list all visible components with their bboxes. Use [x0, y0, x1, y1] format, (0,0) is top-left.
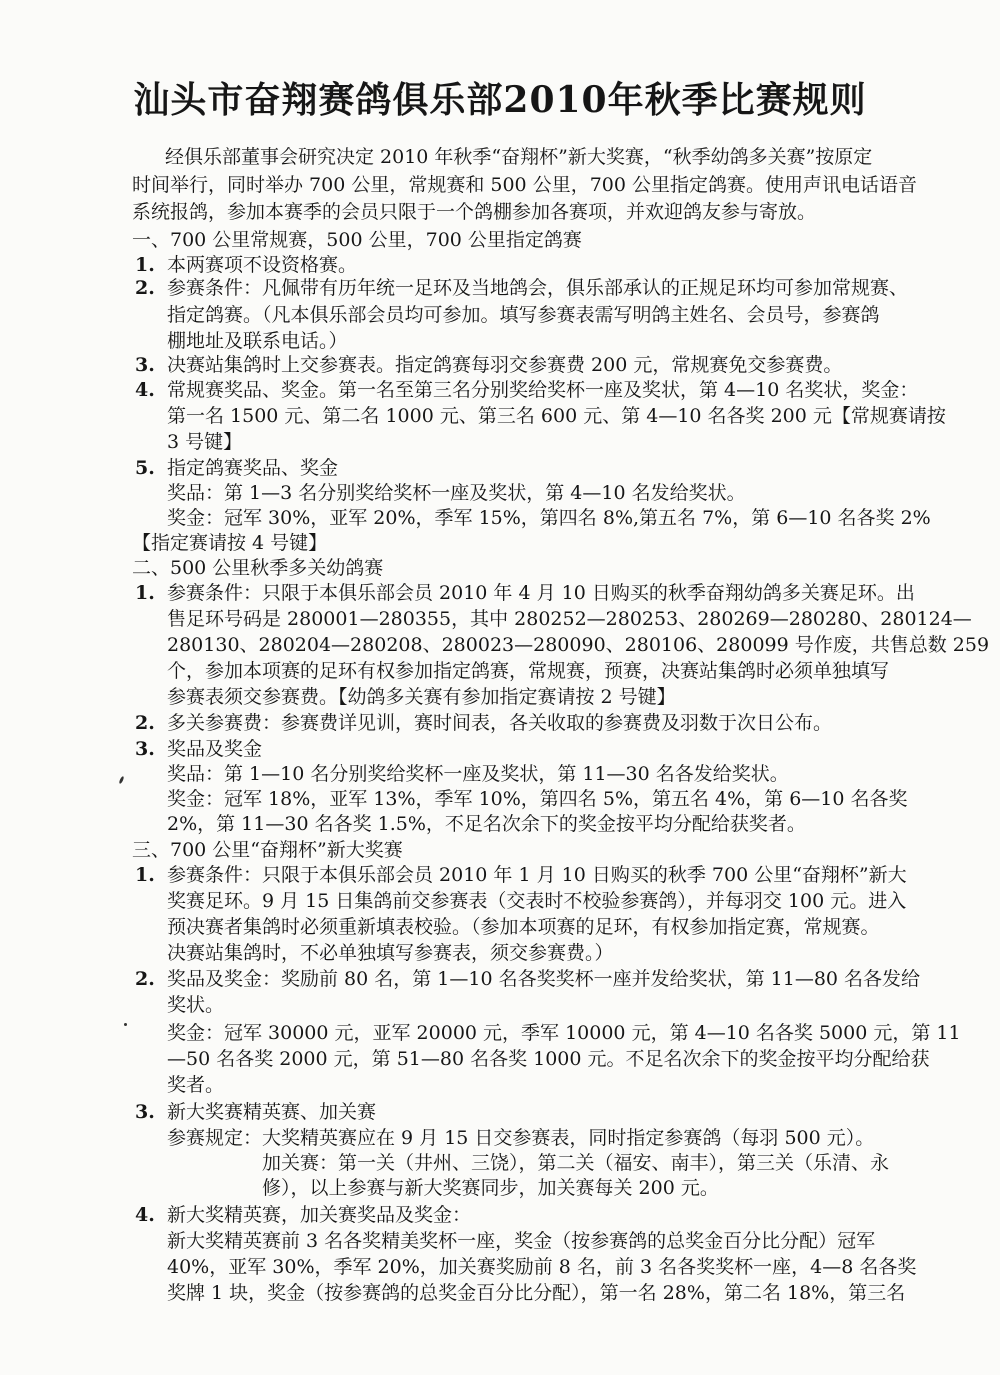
item-number: 1. — [135, 582, 155, 604]
item-line: 奖牌 1 块，奖金（按参赛鸽的总奖金百分比分配），第一名 28%，第二名 18%，第三名 — [167, 1282, 906, 1304]
item-line: 参赛表须交参赛费。【幼鸽多关赛有参加指定赛请按 2 号键】 — [167, 686, 676, 708]
item-line: 280130、280204—280208、280023—280090、280106、280099 号作废，共售总数 259 — [167, 634, 990, 656]
item-line: 新大奖精英赛，加关赛奖品及奖金： — [167, 1204, 472, 1226]
item-line: 个，参加本项赛的足环有权参加指定鸽赛，常规赛，预赛，决赛站集鸽时必须单独填写 — [167, 660, 890, 682]
item-line: 决赛站集鸽时，不必单独填写参赛表，须交参赛费。） — [167, 942, 614, 964]
item-line: 奖品：第 1—10 名分别奖给奖杯一座及奖状，第 11—30 名各发给奖状。 — [167, 763, 789, 785]
item-line: 决赛站集鸽时上交参赛表。指定鸽赛每羽交参赛费 200 元，常规赛免交参赛费。 — [167, 354, 843, 376]
item-line: 参赛规定：大奖精英赛应在 9 月 15 日交参赛表，同时指定参赛鸽（每羽 500 元）。 — [167, 1127, 875, 1149]
item-line: 2%，第 11—30 名各奖 1.5%，不足名次余下的奖金按平均分配给获奖者。 — [167, 813, 806, 835]
section-tail: 【指定赛请按 4 号键】 — [132, 532, 328, 554]
item-line: —50 名各奖 2000 元，第 51—80 名各奖 1000 元。不足名次余下的奖金按平均分配给获 — [167, 1048, 930, 1070]
item-number: 5. — [135, 457, 155, 479]
item-line: 修），以上参赛与新大奖赛同步，加关赛每关 200 元。 — [262, 1177, 719, 1199]
item-line: 指定鸽赛奖品、奖金 — [167, 457, 339, 479]
intro-line: 时间举行，同时举办 700 公里，常规赛和 500 公里，700 公里指定鸽赛。使用声讯电话语音 — [132, 174, 917, 196]
item-number: 2. — [135, 968, 155, 990]
item-line: 多关参赛费：参赛费详见训，赛时间表，各关收取的参赛费及羽数于次日公布。 — [167, 712, 833, 734]
item-line: 参赛条件：只限于本俱乐部会员 2010 年 1 月 10 日购买的秋季 700 公里“奋翔杯”新大 — [167, 864, 907, 886]
intro-line: 经俱乐部董事会研究决定 2010 年秋季“奋翔杯”新大奖赛，“秋季幼鸽多关赛”按原定 — [165, 146, 873, 168]
item-line: 参赛条件：凡佩带有历年统一足环及当地鸽会，俱乐部承认的正规足环均可参加常规赛、 — [167, 277, 909, 299]
item-number: 3. — [135, 354, 155, 376]
section-heading: 三、700 公里“奋翔杯”新大奖赛 — [132, 839, 403, 861]
item-line: 奖品：第 1—3 名分别奖给奖杯一座及奖状，第 4—10 名发给奖状。 — [167, 482, 746, 504]
item-number: 1. — [135, 864, 155, 886]
item-line: 售足环号码是 280001—280355，其中 280252—280253、280269—280280、280124— — [167, 608, 972, 630]
item-line: 奖状。 — [167, 994, 225, 1016]
item-line: 新大奖赛精英赛、加关赛 — [167, 1101, 377, 1123]
scan-speck — [124, 1023, 127, 1026]
item-line: 预决赛者集鸽时必须重新填表校验。（参加本项赛的足环，有权参加指定赛，常规赛。 — [167, 916, 880, 938]
item-line: 奖品及奖金：奖励前 80 名，第 1—10 名各奖奖杯一座并发给奖状，第 11—80 名各发给 — [167, 968, 921, 990]
item-line: 奖金：冠军 30%，亚军 20%，季军 15%，第四名 8%,第五名 7%，第 6—10 名各奖 2% — [167, 507, 931, 529]
item-line: 3 号键】 — [167, 431, 243, 453]
item-number: 3. — [135, 1101, 155, 1123]
item-line: 奖金：冠军 18%，亚军 13%，季军 10%，第四名 5%，第五名 4%，第 6—10 名各奖 — [167, 788, 908, 810]
item-line: 奖品及奖金 — [167, 738, 263, 760]
item-line: 常规赛奖品、奖金。第一名至第三名分别奖给奖杯一座及奖状，第 4—10 名奖状，奖金： — [167, 379, 919, 401]
item-line: 奖金：冠军 30000 元，亚军 20000 元，季军 10000 元，第 4—10 名各奖 5000 元，第 11 — [167, 1022, 961, 1044]
item-number: 3. — [135, 738, 155, 760]
item-number: 2. — [135, 712, 155, 734]
item-line: 加关赛：第一关（井州、三饶），第二关（福安、南丰），第三关（乐清、永 — [262, 1152, 890, 1174]
scan-speck — [118, 776, 124, 785]
item-number: 4. — [135, 379, 155, 401]
item-line: 奖赛足环。9 月 15 日集鸽前交参赛表（交表时不校验参赛鸽），并每羽交 100 元。进入 — [167, 890, 907, 912]
item-line: 本两赛项不设资格赛。 — [167, 254, 358, 276]
document-title: 汕头市奋翔赛鸽俱乐部2010年秋季比赛规则 — [133, 79, 867, 121]
item-line: 指定鸽赛。（凡本俱乐部会员均可参加。填写参赛表需写明鸽主姓名、会员号，参赛鸽 — [167, 304, 880, 326]
item-line: 40%，亚军 30%，季军 20%，加关赛奖励前 8 名，前 3 名各奖奖杯一座，4—8 名各奖 — [167, 1256, 917, 1278]
item-number: 2. — [135, 277, 155, 299]
item-line: 奖者。 — [167, 1074, 225, 1096]
section-heading: 二、500 公里秋季多关幼鸽赛 — [132, 557, 384, 579]
item-line: 棚地址及联系电话。） — [167, 330, 348, 352]
section-heading: 一、700 公里常规赛，500 公里，700 公里指定鸽赛 — [132, 229, 582, 251]
item-line: 新大奖精英赛前 3 名各奖精美奖杯一座，奖金（按参赛鸽的总奖金百分比分配）冠军 — [167, 1230, 876, 1252]
item-line: 第一名 1500 元、第二名 1000 元、第三名 600 元、第 4—10 名各奖 200 元【常规赛请按 — [167, 405, 946, 427]
item-line: 参赛条件：只限于本俱乐部会员 2010 年 4 月 10 日购买的秋季奋翔幼鸽多关赛足环。出 — [167, 582, 915, 604]
item-number: 1. — [135, 254, 155, 276]
intro-line: 系统报鸽，参加本赛季的会员只限于一个鸽棚参加各赛项，并欢迎鸽友参与寄放。 — [132, 201, 817, 223]
item-number: 4. — [135, 1204, 155, 1226]
